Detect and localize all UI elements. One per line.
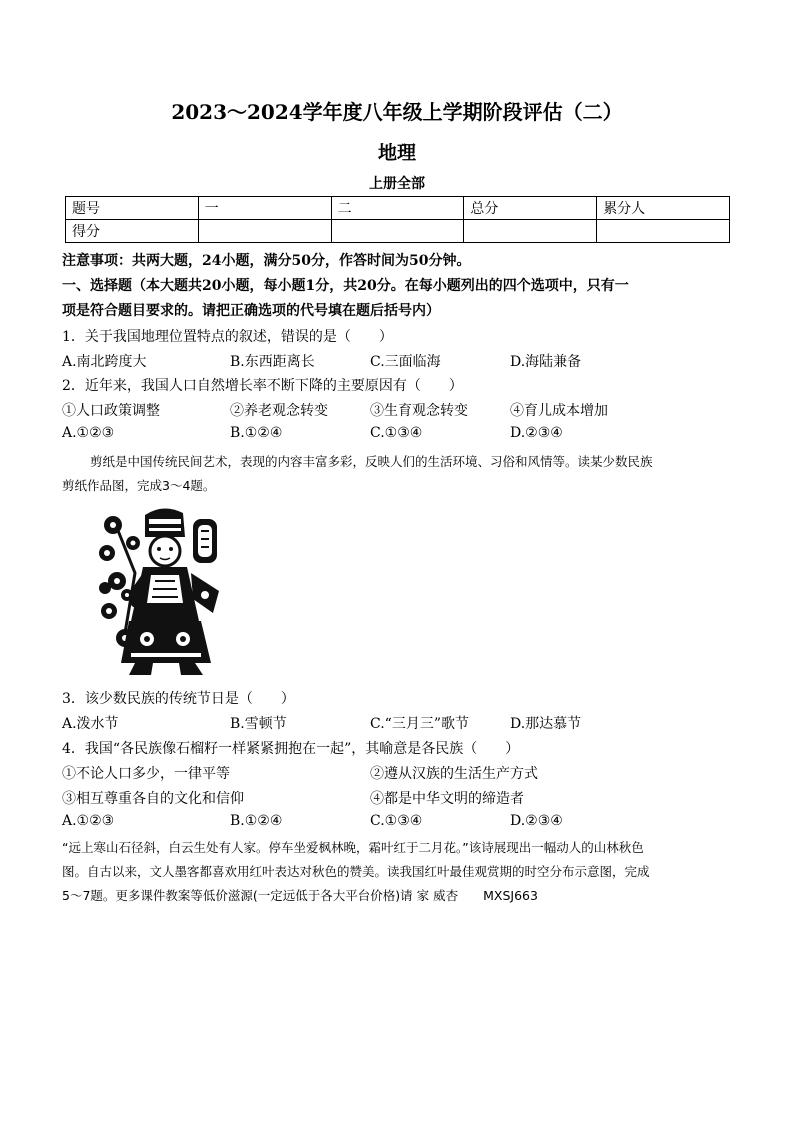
q3-option-a: A.泼水节 xyxy=(62,716,119,732)
q3-option-d: D.那达慕节 xyxy=(510,716,582,732)
subject-heading: 地理 xyxy=(377,142,416,164)
passage2-line3: 5～7题。更多课件教案等低价滋源(一定远低于各大平台价格)请 家 威杏 MXSJ663 xyxy=(62,888,538,903)
q4-option-a: A.①②③ xyxy=(62,813,115,829)
score-cell[interactable] xyxy=(597,220,730,243)
q2-item-3: ③生育观念转变 xyxy=(370,403,468,419)
score-table-header-row xyxy=(66,197,730,220)
score-table-header-cell: 总分 xyxy=(464,197,597,220)
q1-option-d: D.海陆兼备 xyxy=(510,354,582,370)
passage1-line2: 剪纸作品图，完成3～4题。 xyxy=(62,478,216,493)
q4-option-d: D.②③④ xyxy=(510,813,563,829)
q3-stem: 3．该少数民族的传统节日是（ ） xyxy=(62,691,295,707)
q4-item-1: ①不论人口多少，一律平等 xyxy=(62,766,230,782)
q2-option-b: B.①②④ xyxy=(230,425,283,441)
scope-label: 上册全部 xyxy=(369,176,425,192)
score-cell[interactable] xyxy=(331,220,464,243)
q4-stem: 4．我国“各民族像石榴籽一样紧紧拥抱在一起”，其喻意是各民族（ ） xyxy=(62,741,520,757)
q2-item-1: ①人口政策调整 xyxy=(62,403,160,419)
score-table-header-cell: 累分人 xyxy=(597,197,730,220)
passage2-line1: “远上寒山石径斜，白云生处有人家。停车坐爱枫林晚，霜叶红于二月花。”该诗展现出一幅动人的山林秋色 xyxy=(62,840,644,855)
q4-option-b: B.①②④ xyxy=(230,813,283,829)
score-cell[interactable] xyxy=(198,220,331,243)
q2-option-d: D.②③④ xyxy=(510,425,563,441)
score-cell[interactable] xyxy=(464,220,597,243)
q2-item-2: ②养老观念转变 xyxy=(230,403,328,419)
score-table-header-cell: 题号 xyxy=(66,197,199,220)
q1-option-c: C.三面临海 xyxy=(370,354,441,370)
q2-option-c: C.①③④ xyxy=(370,425,423,441)
q2-stem: 2．近年来，我国人口自然增长率不断下降的主要原因有（ ） xyxy=(62,378,463,394)
papercut-figure-image xyxy=(95,503,225,678)
exam-title: 2023～2024学年度八年级上学期阶段评估（二） xyxy=(171,100,623,124)
q3-option-c: C.“三月三”歌节 xyxy=(370,716,469,732)
section1-instructions: 一、选择题（本大题共20小题，每小题1分，共20分。在每小题列出的四个选项中，只有一 xyxy=(62,278,629,294)
q1-option-a: A.南北跨度大 xyxy=(62,354,147,370)
q3-option-b: B.雪顿节 xyxy=(230,716,287,732)
score-table-header-cell: 二 xyxy=(331,197,464,220)
passage2-line2: 图。自古以来，文人墨客都喜欢用红叶表达对秋色的赞美。读我国红叶最佳观赏期的时空分布示意图，完成 xyxy=(62,864,650,879)
q4-option-c: C.①③④ xyxy=(370,813,423,829)
q1-option-b: B.东西距离长 xyxy=(230,354,315,370)
q2-item-4: ④育儿成本增加 xyxy=(510,403,608,419)
section1-instructions-cont: 项是符合题目要求的。请把正确选项的代号填在题后括号内） xyxy=(62,303,440,319)
score-table-header-cell: 一 xyxy=(198,197,331,220)
passage1-line1: 剪纸是中国传统民间艺术，表现的内容丰富多彩，反映人们的生活环境、习俗和风情等。读某少数民族 xyxy=(90,454,653,469)
score-table-score-row xyxy=(66,220,730,243)
score-table xyxy=(65,196,730,243)
q2-option-a: A.①②③ xyxy=(62,425,115,441)
q4-item-3: ③相互尊重各自的文化和信仰 xyxy=(62,791,244,807)
score-row-label: 得分 xyxy=(66,220,199,243)
q1-stem: 1．关于我国地理位置特点的叙述，错误的是（ ） xyxy=(62,329,393,345)
notice-text: 注意事项：共两大题，24小题，满分50分，作答时间为50分钟。 xyxy=(62,253,471,269)
q4-item-4: ④都是中华文明的缔造者 xyxy=(370,791,524,807)
q4-item-2: ②遵从汉族的生活生产方式 xyxy=(370,766,538,782)
